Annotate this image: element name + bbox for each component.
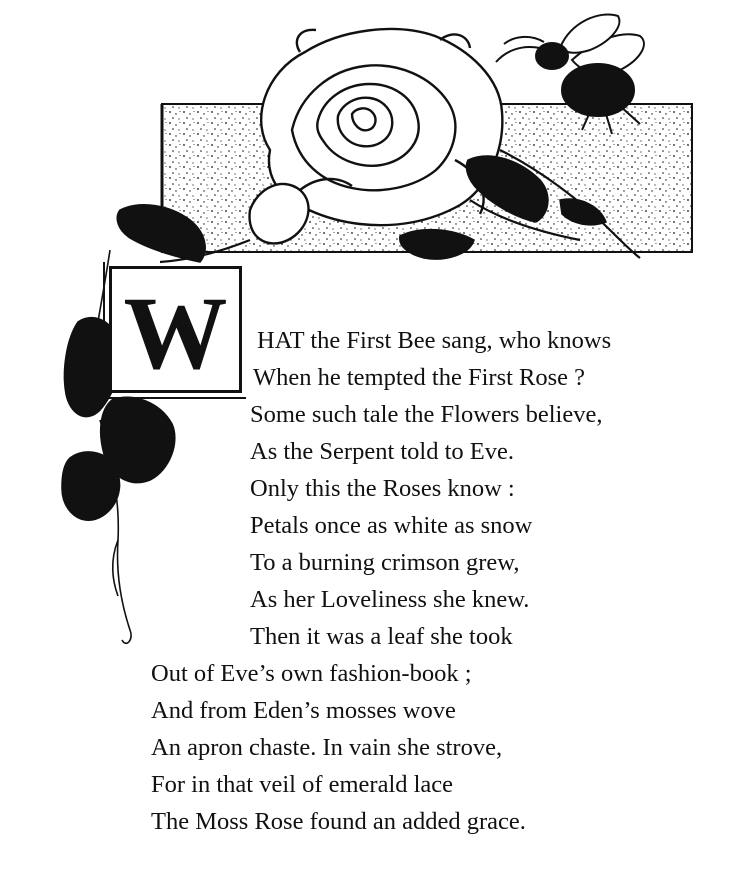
poem-line-11: And from Eden’s mosses wove xyxy=(151,697,456,724)
poem-line-14: The Moss Rose found an added grace. xyxy=(151,808,526,835)
drop-cap-letter: W xyxy=(123,275,228,391)
poem-line-1: HAT the First Bee sang, who knows xyxy=(257,327,612,354)
poem-line-4: As the Serpent told to Eve. xyxy=(250,438,515,465)
poem-line-3: Some such tale the Flowers believe, xyxy=(250,401,603,428)
poem-line-12: An apron chaste. In vain she strove, xyxy=(151,734,503,761)
poem-line-10: Out of Eve’s own fashion-book ; xyxy=(151,660,472,687)
poem-line-5: Only this the Roses know : xyxy=(250,475,515,502)
poem-line-8: As her Loveliness she knew. xyxy=(250,586,530,613)
poem-line-2: When he tempted the First Rose ? xyxy=(253,364,586,391)
poem-line-6: Petals once as white as snow xyxy=(250,512,533,539)
poem-line-13: For in that veil of emerald lace xyxy=(151,771,454,798)
drop-cap-frame xyxy=(109,266,242,393)
poem-line-9: Then it was a leaf she took xyxy=(250,623,513,650)
poem-line-7: To a burning crimson grew, xyxy=(250,549,520,576)
